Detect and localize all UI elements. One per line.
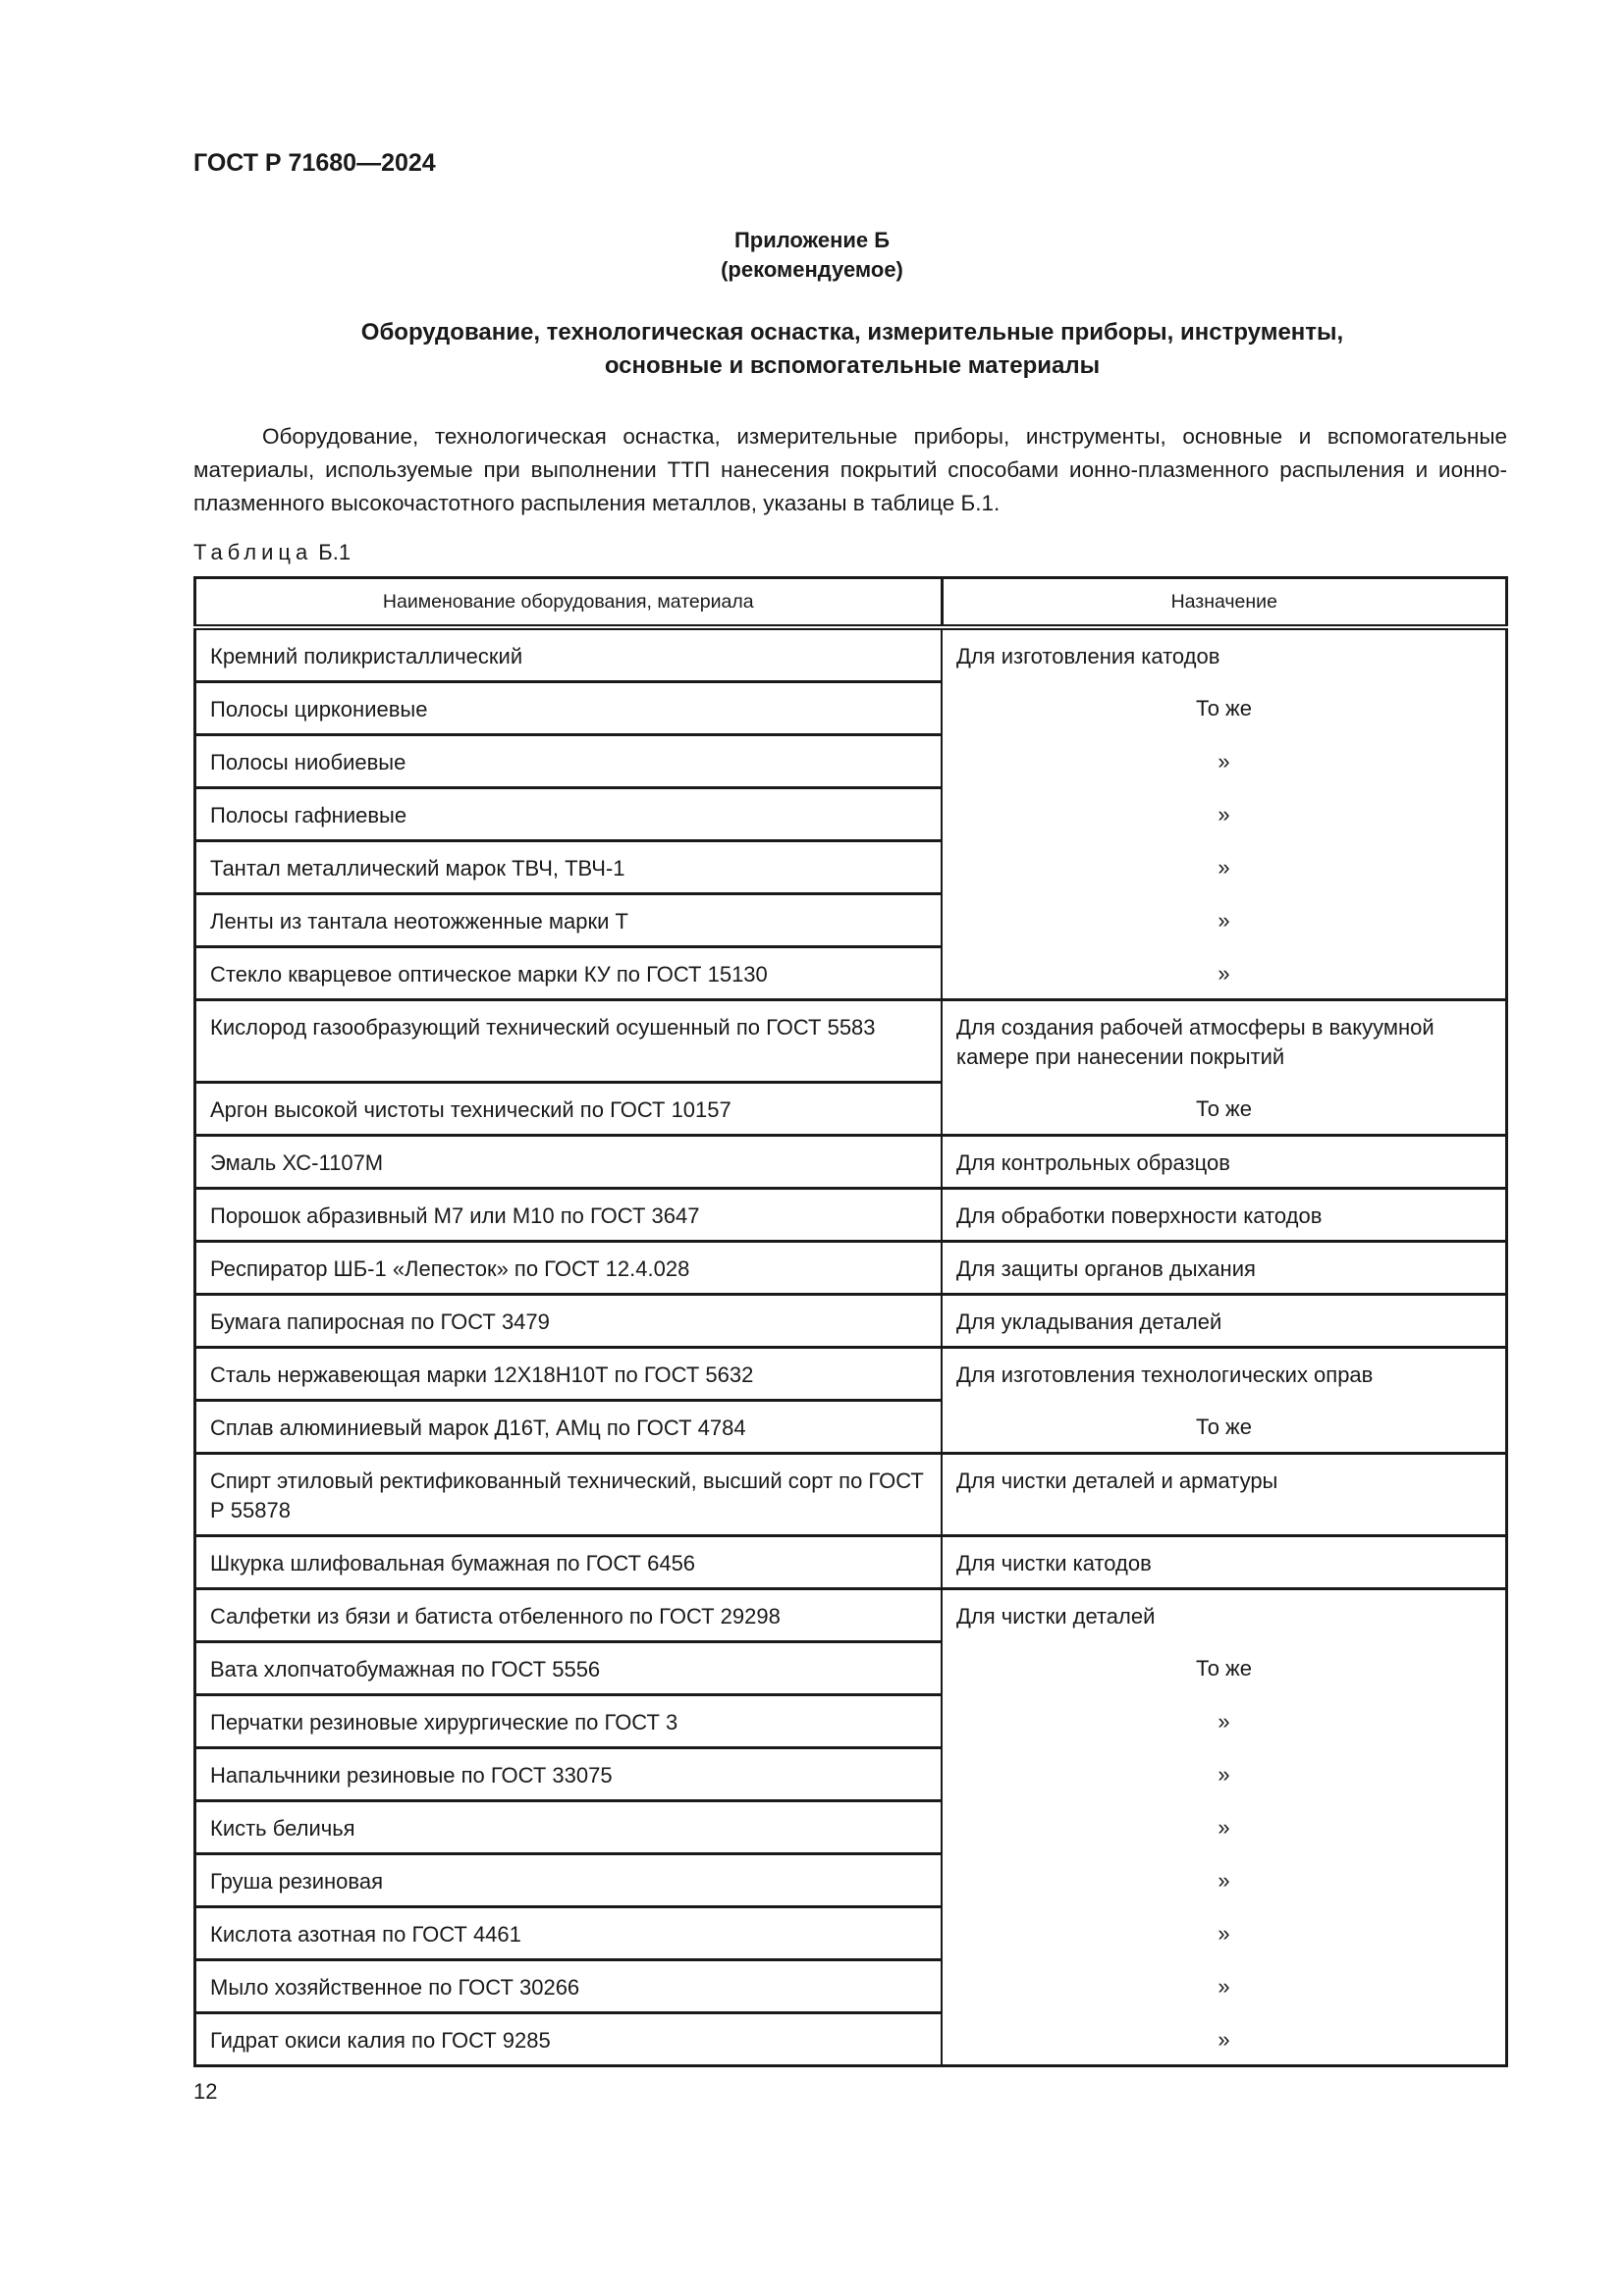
table-row [195,1589,1507,1642]
table-caption [193,540,351,565]
cell-name: Кремний поликристаллический [195,627,943,682]
cell-name: Шкурка шлифовальная бумажная по ГОСТ 6456 [195,1536,943,1589]
cell-name: Стекло кварцевое оптическое марки КУ по ГОСТ 15130 [195,947,943,1000]
equipment-table [193,576,1508,2067]
table-row [195,1801,1507,1854]
cell-name: Мыло хозяйственное по ГОСТ 30266 [195,1960,943,2013]
cell-purpose: То же [942,1083,1507,1136]
table-row [195,735,1507,788]
table-row [195,1907,1507,1960]
table-row [195,894,1507,947]
cell-purpose: Для обработки поверхности катодов [942,1189,1507,1242]
cell-name: Респиратор ШБ-1 «Лепесток» по ГОСТ 12.4.028 [195,1242,943,1295]
cell-purpose: То же [942,1401,1507,1454]
cell-name: Тантал металлический марок ТВЧ, ТВЧ-1 [195,841,943,894]
cell-name: Сталь нержавеющая марки 12Х18Н10Т по ГОСТ 5632 [195,1348,943,1401]
cell-name: Салфетки из бязи и батиста отбеленного по ГОСТ 29298 [195,1589,943,1642]
cell-purpose: » [942,894,1507,947]
appendix-title [236,316,1469,383]
cell-name: Кисть беличья [195,1801,943,1854]
cell-name: Спирт этиловый ректификованный технический, высший сорт по ГОСТ Р 55878 [195,1454,943,1536]
cell-purpose: Для изготовления технологических оправ [942,1348,1507,1401]
cell-name: Полосы гафниевые [195,788,943,841]
cell-purpose: » [942,1854,1507,1907]
table-row [195,627,1507,682]
table-row [195,1960,1507,2013]
cell-purpose: Для чистки деталей [942,1589,1507,1642]
table-row [195,947,1507,1000]
appendix-title-line-2: основные и вспомогательные материалы [604,352,1101,379]
cell-purpose: То же [942,682,1507,735]
cell-name: Полосы циркониевые [195,682,943,735]
table-row [195,1854,1507,1907]
cell-purpose: » [942,1695,1507,1748]
cell-name: Порошок абразивный М7 или М10 по ГОСТ 3647 [195,1189,943,1242]
cell-purpose: Для защиты органов дыхания [942,1242,1507,1295]
table-row [195,2013,1507,2066]
cell-purpose: То же [942,1642,1507,1695]
cell-name: Полосы ниобиевые [195,735,943,788]
cell-purpose: Для контрольных образцов [942,1136,1507,1189]
cell-purpose: » [942,1960,1507,2013]
cell-name: Гидрат окиси калия по ГОСТ 9285 [195,2013,943,2066]
cell-purpose: Для изготовления катодов [942,627,1507,682]
cell-purpose: Для укладывания деталей [942,1295,1507,1348]
cell-name: Перчатки резиновые хирургические по ГОСТ 3 [195,1695,943,1748]
table-caption-word: Таблица [193,540,313,564]
table-row [195,1189,1507,1242]
cell-purpose: » [942,788,1507,841]
cell-name: Кислород газообразующий технический осушенный по ГОСТ 5583 [195,1000,943,1083]
cell-name: Эмаль ХС-1107М [195,1136,943,1189]
cell-purpose: » [942,735,1507,788]
table-row [195,1454,1507,1536]
cell-name: Бумага папиросная по ГОСТ 3479 [195,1295,943,1348]
intro-paragraph: Оборудование, технологическая оснастка, измерительные приборы, инструменты, основные и вспомогательные материалы, используемые при выполнении ТТП нанесения покрытий способами ионно-плазменного распыления и ионно-плазменного высокочастотного распыления металлов, указаны в таблице Б.1. [193,424,1507,515]
table-caption-number: Б.1 [318,540,352,564]
appendix-heading [0,226,1624,285]
table-row [195,1642,1507,1695]
cell-name: Груша резиновая [195,1854,943,1907]
cell-purpose: » [942,2013,1507,2066]
table-row [195,682,1507,735]
table-row [195,1136,1507,1189]
table-row [195,1536,1507,1589]
document-code: ГОСТ Р 71680—2024 [193,149,436,177]
table-row [195,1295,1507,1348]
table-row [195,1748,1507,1801]
cell-name: Кислота азотная по ГОСТ 4461 [195,1907,943,1960]
table-row [195,1242,1507,1295]
cell-name: Аргон высокой чистоты технический по ГОСТ 10157 [195,1083,943,1136]
column-header-name: Наименование оборудования, материала [195,578,943,628]
cell-purpose: Для чистки катодов [942,1536,1507,1589]
appendix-status: (рекомендуемое) [721,257,903,282]
table-row [195,788,1507,841]
column-header-purpose: Назначение [942,578,1507,628]
table-row [195,1000,1507,1083]
cell-purpose: » [942,841,1507,894]
cell-name: Напальчники резиновые по ГОСТ 33075 [195,1748,943,1801]
appendix-label: Приложение Б [733,228,891,252]
table-row [195,1083,1507,1136]
page-number: 12 [193,2079,218,2104]
table-row [195,1401,1507,1454]
table-row [195,1348,1507,1401]
cell-purpose: Для чистки деталей и арматуры [942,1454,1507,1536]
cell-purpose: Для создания рабочей атмосферы в вакуумной камере при нанесении покрытий [942,1000,1507,1083]
cell-purpose: » [942,947,1507,1000]
table-header-row [195,578,1507,628]
table-row [195,841,1507,894]
appendix-title-line-1: Оборудование, технологическая оснастка, измерительные приборы, инструменты, [360,319,1344,346]
cell-name: Вата хлопчатобумажная по ГОСТ 5556 [195,1642,943,1695]
cell-purpose: » [942,1748,1507,1801]
cell-purpose: » [942,1907,1507,1960]
table-row [195,1695,1507,1748]
cell-name: Сплав алюминиевый марок Д16Т, АМц по ГОСТ 4784 [195,1401,943,1454]
cell-name: Ленты из тантала неотожженные марки Т [195,894,943,947]
cell-purpose: » [942,1801,1507,1854]
